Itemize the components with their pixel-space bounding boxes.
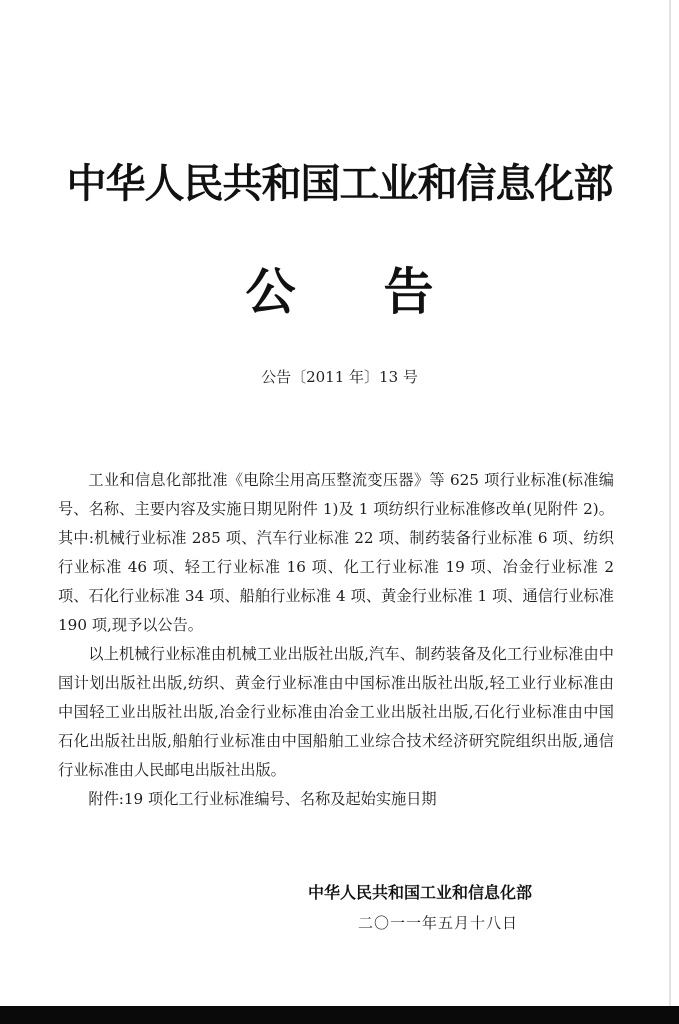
scan-bottom-border: [0, 1006, 679, 1024]
body-paragraph-approval: 工业和信息化部批准《电除尘用高压整流变压器》等 625 项行业标准(标准编号、名称、主要内容及实施日期见附件 1)及 1 项纺织行业标准修改单(见附件 2)。其中:机械行业标准 285 项、汽车行业标准 22 项、制药装备行业标准 6 项、纺织行业标准 46 项、轻工行业标准 16 项、化工行业标准 19 项、冶金行业标准 2 项、石化行业标准 34 项、船舶行业标准 4 项、黄金行业标准 1 项、通信行业标准 190 项,现予以公告。: [58, 471, 614, 634]
sign-date: 二〇一一年五月十八日: [358, 914, 519, 932]
notice-body: [58, 466, 614, 814]
body-paragraph-publishers: 以上机械行业标准由机械工业出版社出版,汽车、制药装备及化工行业标准由中国计划出版社出版,纺织、黄金行业标准由中国标准出版社出版,轻工业行业标准由中国轻工业出版社出版,冶金行业标准由冶金工业出版社出版,石化行业标准由中国石化出版社出版,船舶行业标准由中国船舶工业综合技术经济研究院组织出版,通信行业标准由人民邮电出版社出版。: [58, 645, 614, 779]
signatory: 中华人民共和国工业和信息化部: [308, 883, 533, 902]
notice-number: 公告〔2011 年〕13 号: [261, 368, 418, 386]
body-paragraph-attachment: 附件:19 项化工行业标准编号、名称及起始实施日期: [88, 790, 437, 808]
scan-edge-mark: [669, 0, 671, 1006]
notice-title: 公告: [245, 263, 522, 321]
ministry-title: 中华人民共和国工业和信息化部: [66, 161, 613, 207]
